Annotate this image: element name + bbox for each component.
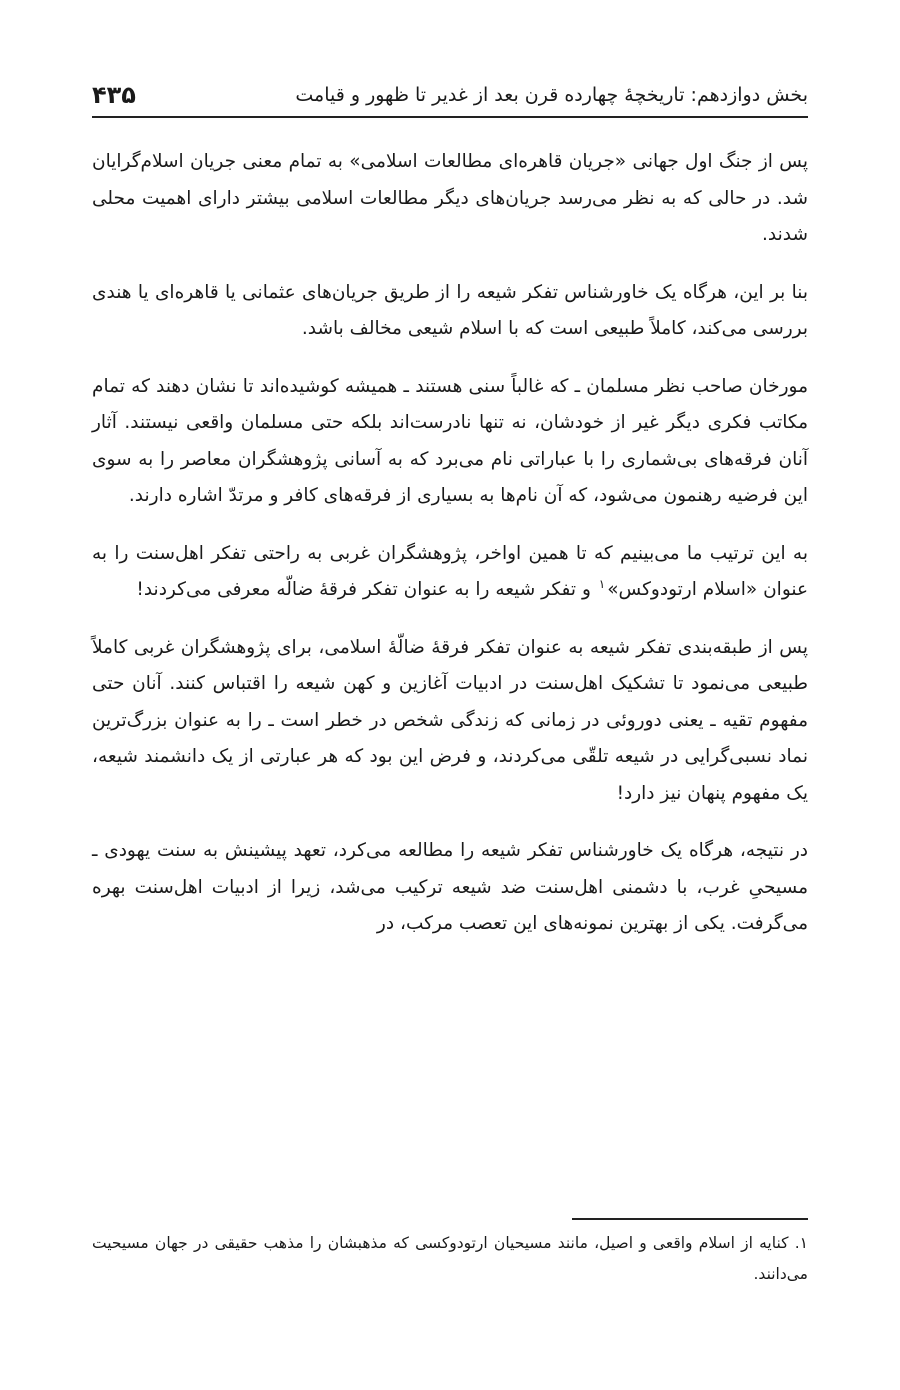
page-header bbox=[92, 68, 808, 118]
paragraph: بنا بر این، هرگاه یک خاورشناس تفکر شیعه را از طریق جریان‌های عثمانی یا قاهره‌ای یا هندی بررسی می‌کند، کاملاً طبیعی است که با اسلام شیعی مخالف باشد. bbox=[92, 281, 808, 339]
footnote-reference[interactable]: ۱ bbox=[598, 576, 606, 591]
paragraph-text-before-note: به این ترتیب ما می‌بینیم که تا همین اواخر، پژوهشگران غربی به راحتی تفکر اهل‌سنت را به عنوان «اسلام ارتودوکس» bbox=[92, 542, 808, 600]
paragraph: مورخان صاحب نظر مسلمان ـ که غالباً سنی هستند ـ همیشه کوشیده‌اند تا نشان دهند که تمام مکاتب فکری دیگر غیر از خودشان، نه تنها نادرست‌اند بلکه حتی مسلمان واقعی نیستند. آثار آنان فرقه‌های بی‌شماری را با عباراتی نام می‌برد که به آسانی پژوهشگران معاصر را به سوی این فرضیه رهنمون می‌شود، که آن نام‌ها به بسیاری از فرقه‌های کافر و مرتدّ اشاره دارند. bbox=[92, 375, 808, 506]
footnotes-section bbox=[92, 1218, 808, 1290]
footnote-text: ۱. کنایه از اسلام واقعی و اصیل، مانند مسیحیان ارتودوکسی که مذهبشان را مذهب حقیقی در جهان مسیحیت می‌دانند. bbox=[92, 1234, 808, 1283]
paragraph-with-footnote bbox=[92, 536, 808, 609]
paragraph: پس از طبقه‌بندی تفکر شیعه به عنوان تفکر فرقهٔ ضالّهٔ اسلامی، برای پژوهشگران غربی کاملاً طبیعی می‌نمود تا تشکیک اهل‌سنت در ادبیات آغازین و کهن شیعه را اقتباس کنند. آنان حتی مفهوم تقیه ـ یعنی دوروئی در زمانی که زندگی شخص در خطر است ـ را به عنوان بزرگ‌ترین نماد نسبی‌گرایی در شیعه تلقّی می‌کردند، و فرض این بود که هر عبارتی از یک دانشمند شیعه، یک مفهوم پنهان نیز دارد! bbox=[92, 636, 808, 804]
paragraph-text-after-note: و تفکر شیعه را به عنوان تفکر فرقهٔ ضالّه معرفی می‌کردند! bbox=[136, 579, 597, 600]
paragraph: پس از جنگ اول جهانی «جریان قاهره‌ای مطالعات اسلامی» به تمام معنی جریان اسلام‌گرایان شد. در حالی که به نظر می‌رسد جریان‌های دیگر مطالعات اسلامی بیشتر دارای اهمیت محلی شدند. bbox=[92, 151, 808, 245]
running-title: بخش دوازدهم: تاریخچهٔ چهارده قرن بعد از غدیر تا ظهور و قیامت bbox=[295, 84, 808, 106]
footnote-divider bbox=[572, 1218, 808, 1220]
page-number: ۴۳۵ bbox=[92, 81, 136, 109]
page-body bbox=[92, 144, 808, 943]
paragraph: در نتیجه، هرگاه یک خاورشناس تفکر شیعه را مطالعه می‌کرد، تعهد پیشینش به سنت یهودی ـ مسیحیِ غرب، با دشمنی اهل‌سنت ضد شیعه ترکیب می‌شد، زیرا از ادبیات اهل‌سنت بهره می‌گرفت. یکی از بهترین نمونه‌های این تعصب مرکب، در bbox=[92, 840, 808, 934]
book-page bbox=[92, 68, 808, 1283]
